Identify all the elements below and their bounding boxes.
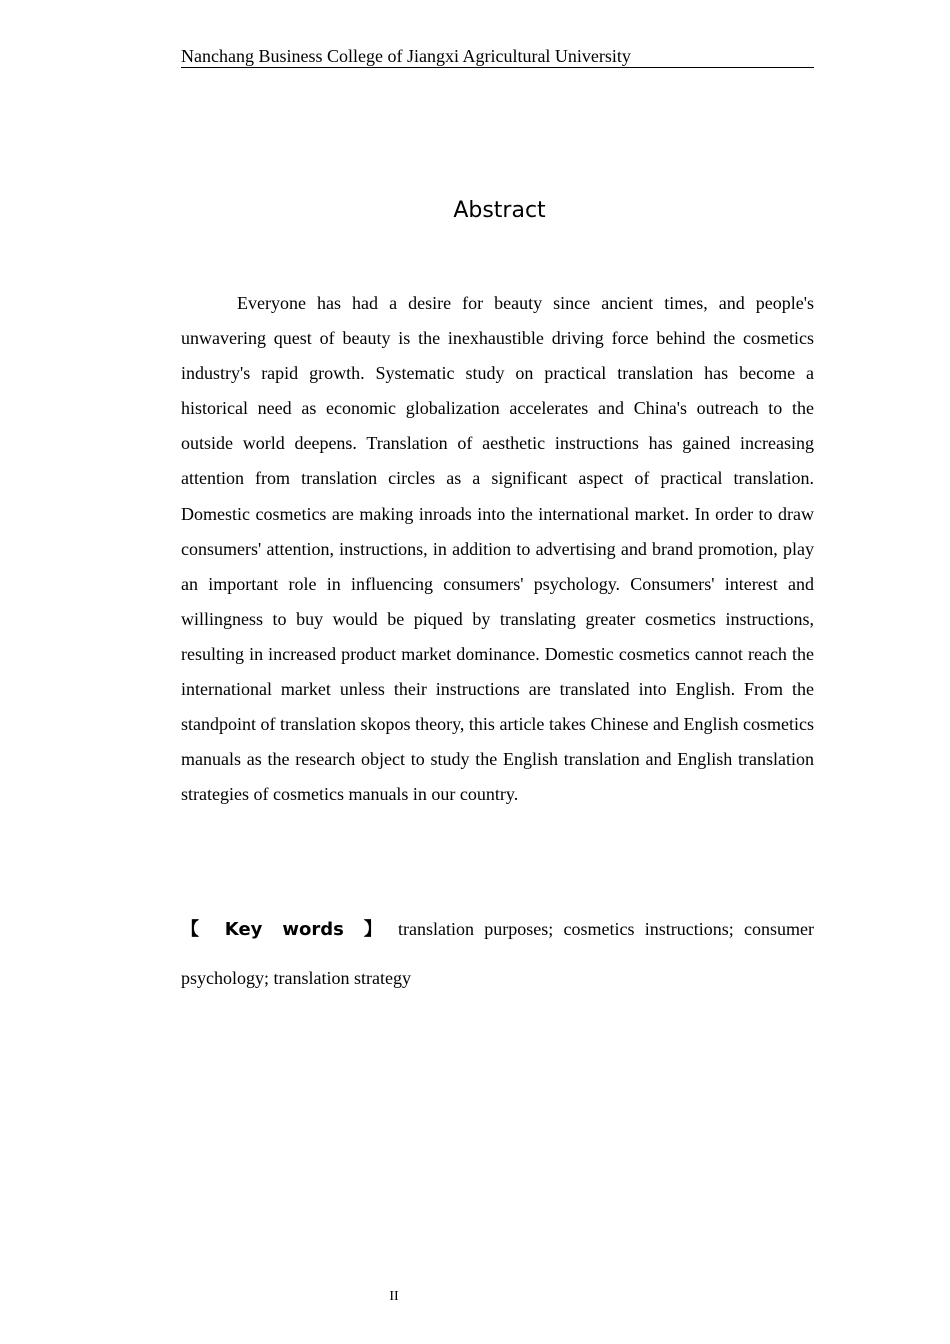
keywords-label: 【 Key words 】 — [181, 919, 388, 940]
abstract-paragraph: Everyone has had a desire for beauty since ancient times, and people's unwavering quest of beauty is the inexhaustible driving force behind the cosmetics industry's rapid growth. Systematic study on practical translation has become a historical need as economic globalization accelerates and China's outreach to the outside world deepens. Translation of aesthetic instructions has gained increasing attention from translation circles as a significant aspect of practical translation. Domestic cosmetics are making inroads into the international market. In order to draw consumers' attention, instructions, in addition to advertising and brand promotion, play an important role in influencing consumers' psychology. Consumers' interest and willingness to buy would be piqued by translating greater cosmetics instructions, resulting in increased product market dominance. Domestic cosmetics cannot reach the international market unless their instructions are translated into English. From the standpoint of translation skopos theory, this article takes Chinese and English cosmetics manuals as the research object to study the English translation and English translation strategies of cosmetics manuals in our country. — [181, 293, 814, 805]
keywords-section — [181, 905, 814, 1003]
running-header: Nanchang Business College of Jiangxi Agricultural University — [181, 45, 814, 68]
page-title: Abstract — [453, 198, 546, 223]
keywords-text: translation purposes; cosmetics instructions; consumer psychology; translation strategy — [181, 919, 815, 988]
page-number: II — [389, 1289, 399, 1304]
